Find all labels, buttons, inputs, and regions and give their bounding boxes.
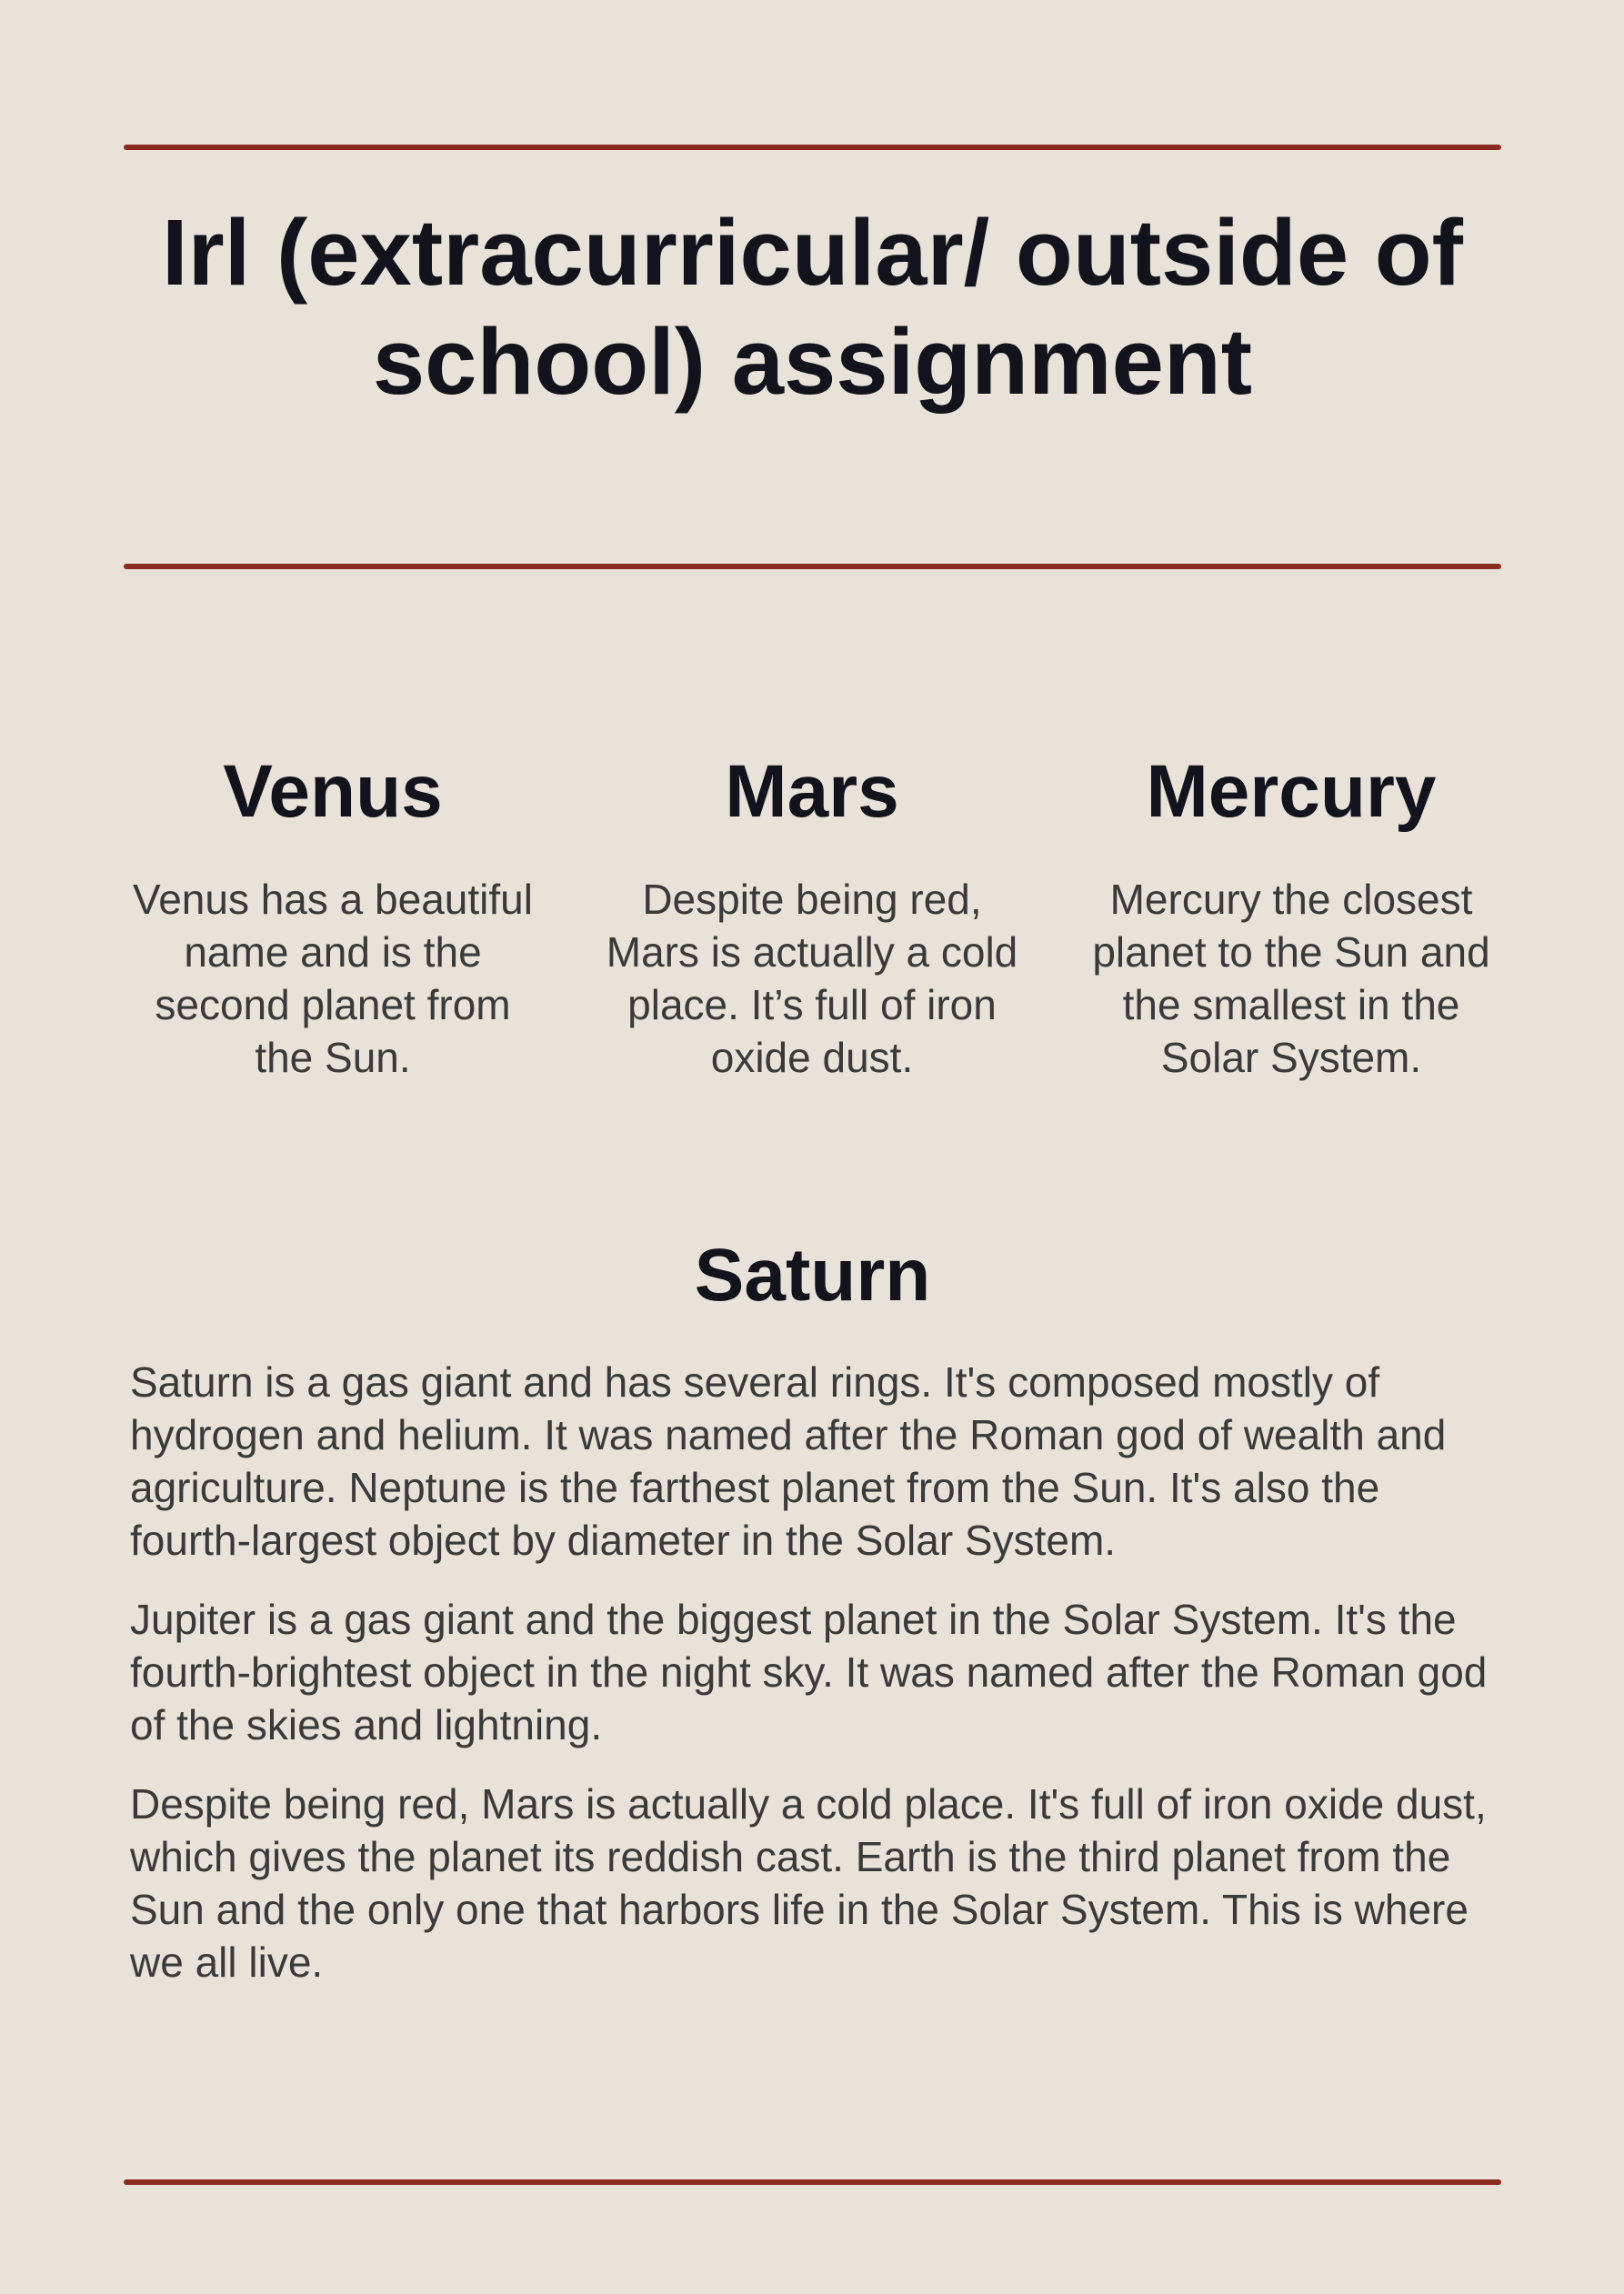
body-paragraph: Jupiter is a gas giant and the biggest planet in the Solar System. It's the fourth-brightest object in the night sky. It was named after the Roman god of the skies and lightning.: [130, 1596, 1488, 1748]
saturn-body: [130, 1356, 1499, 2015]
mercury-heading: Mercury: [1146, 750, 1437, 833]
venus-column: [124, 744, 542, 1084]
bottom-divider: [124, 2179, 1501, 2185]
mercury-column: [1082, 744, 1500, 1084]
saturn-heading: Saturn: [694, 1234, 931, 1317]
mercury-description: Mercury the closest planet to the Sun and the smallest in the Solar System.: [1092, 876, 1490, 1081]
venus-description: Venus has a beautiful name and is the second planet from the Sun.: [133, 876, 533, 1081]
mars-column: [603, 744, 1021, 1084]
mars-heading: Mars: [725, 750, 899, 833]
mars-description: Despite being red, Mars is actually a cold place. It’s full of iron oxide dust.: [606, 876, 1018, 1081]
top-divider: [124, 145, 1501, 150]
body-paragraph: Saturn is a gas giant and has several rings. It's composed mostly of hydrogen and helium. It was named after the Roman god of wealth and agriculture. Neptune is the farthest planet from the Sun. It's also the fourth-largest object by diameter in the Solar System.: [130, 1358, 1447, 1564]
body-paragraph: Despite being red, Mars is actually a cold place. It's full of iron oxide dust, which gives the planet its reddish cast. Earth is the third planet from the Sun and the only one that harbors life in the Solar System. This is where we all live.: [130, 1780, 1487, 1986]
venus-heading: Venus: [223, 750, 443, 833]
title-divider: [124, 564, 1501, 569]
page-title: Irl (extracurricular/ outside of school) assignment: [162, 200, 1463, 414]
